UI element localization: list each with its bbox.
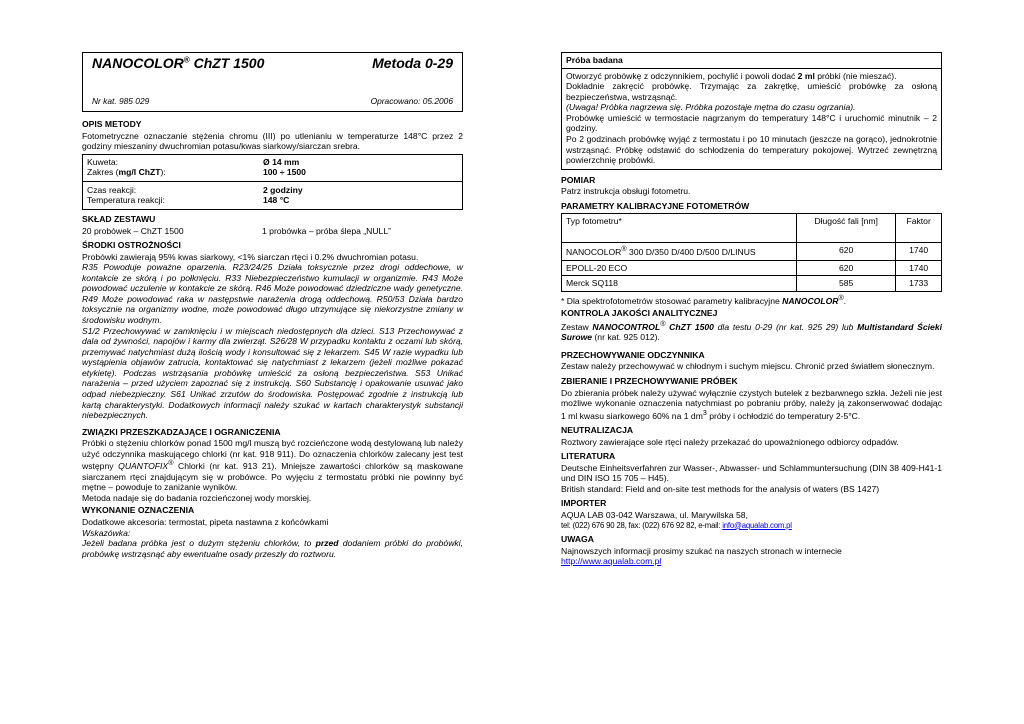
sampling-heading: ZBIERANIE I PRZECHOWYWANIE PRÓBEK <box>561 375 738 386</box>
literature-heading: LITERATURA <box>561 451 616 462</box>
neutralization-text: Roztwory zawierające sole rtęci należy przekazać do upoważnionego odbiorcy odpadów. <box>561 436 899 447</box>
safety-phrases: S1/2 Przechowywać w zamknięciu i w miejscach niedostępnych dla dzieci. S13 Przechowywać z dala od żywności, napojów i karmy dla zwierząt. S26/28 W przypadku kontaktu z oczami lub skórą, przemywać natychmiast dużą ilością wody i konsultować się z lekarzem. S45 W razie wypadku lub wystąpienia objawów zatrucia, kontaktować się natychmiast z lekarzem (jeżeli możliwe pokazać etykietę). Podczas wstrząsania probówkę umieścić za osłoną bezpieczeństwa. S53 Unikać narażenia – przed użyciem zapoznać się z instrukcją. S60 Substancję i opakowanie usuwać jako odpad niebezpieczny. S61 Unikać zrzutów do środowiska. Postępować zgodnie z instrukcją lub kartą charakterystyki. Dodatkowych informacji należy szukać w kartach charakterystyk substancji niebezpiecznych. <box>82 325 463 421</box>
seawater-note: Metoda nadaje się do badania rozcieńczonej wody morskiej. <box>82 492 312 503</box>
method-number: Metoda 0-29 <box>372 55 453 71</box>
literature-ref-1: Deutsche Einheitsverfahren zur Wasser-, Abwasser- und Schlammuntersuchung (DIN 38 409-H41-1 und DIN ISO 15 705 – H45). <box>561 462 942 484</box>
method-description-heading: OPIS METODY <box>82 119 142 129</box>
left-column <box>82 52 463 559</box>
calibration-note: * Dla spektrofotometrów stosować parametry kalibracyjne NANOCOLOR®. <box>561 293 847 306</box>
table-header-row <box>562 214 942 243</box>
range-value: 100 ÷ 1500 <box>263 167 306 178</box>
col-wavelength: Długość fali [nm] <box>797 214 896 243</box>
hint-text: Jeżeli badana próbka jest o dużym stężeniu chlorków, to przed dodaniem próbki do probówki, probówkę wstrząsnąć aby ewentualne osady przeszły do roztworu. <box>82 538 464 559</box>
measurement-text: Patrz instrukcja obsługi fotometru. <box>561 186 691 197</box>
table-row: NANOCOLOR® 300 D/350 D/400 D/500 D/LINUS 620 1740 <box>562 243 942 260</box>
document-header <box>82 52 463 112</box>
measurement-heading: POMIAR <box>561 174 596 185</box>
literature-ref-2: British standard: Field and on-site test methods for the analysis of waters (BS 1427) <box>561 483 880 494</box>
safety-heading: ŚRODKI OSTROŻNOŚCI <box>82 240 181 251</box>
procedure-step-4: Po 2 godzinach probówkę wyjąć z termostatu i po 10 minutach (jeszcze na gorąco), jednokrotnie wstrząsnąć. Próbkę odstawić do schłodzenia do temperatury pokojowej. Wytrzeć zewnętrzną powierzchnię probówki. <box>566 133 937 166</box>
col-photometer-type: Typ fotometru* <box>562 214 797 243</box>
interferences-text: Próbki o stężeniu chlorków ponad 1500 mg/l muszą być rozcieńczone wodą destylowaną lub należy użyć odczynnika maskującego chlorki (nr kat. 918 911). Do oznaczenia chlorków zalecany jest test wstępny QUANTOFIX® Chlorki (nr kat. 913 21). Mniejsze zawartości chlorków są maskowane siarczanem rtęci znajdującym się w probówce. Po wyjęciu z termostatu próbki nie powinny być mętne – powoduje to zaniżanie wyników. <box>82 438 464 493</box>
importer-heading: IMPORTER <box>561 498 607 509</box>
right-column <box>561 52 942 567</box>
procedure-step-3: Probówkę umieścić w termostacie nagrzanym do temperatury 148°C i uruchomić minutnik – 2 godziny. <box>566 112 937 134</box>
risk-phrases: R35 Powoduje poważne oparzenia. R23/24/25 Działa toksycznie przez drogi oddechowe, w kontakcie ze skórą i po połknięciu. R33 Niebezpieczeństwo kumulacji w organizmie. R43 Może powodować uczulenie w kontakcie ze skórą. R46 Może powodować dziedziczne wady genetyczne. R49 Może powodować raka w następstwie narażenia drogą oddechową. R50/53 Działa bardzo toksycznie na organizmy wodne, może powodować długo utrzymujące się niekorzystne zmiany w środowisku wodnym. <box>82 262 463 325</box>
procedure-box <box>561 52 942 170</box>
procedure-warning: (Uwaga! Próbka nagrzewa się. Próbka pozostaje mętna do czasu ogrzania). <box>566 102 856 113</box>
table-row: Merck SQ118 585 1733 <box>562 276 942 292</box>
calibration-heading: PARAMETRY KALIBRACYJNE FOTOMETRÓW <box>561 200 750 211</box>
accessories-text: Dodatkowe akcesoria: termostat, pipeta nastawna z końcówkami <box>82 516 329 527</box>
col-factor: Faktor <box>896 214 942 243</box>
quality-heading: KONTROLA JAKOŚCI ANALITYCZNEJ <box>561 308 718 319</box>
neutralization-heading: NEUTRALIZACJA <box>561 425 634 436</box>
specs-box: Kuweta: Ø 14 mm Zakres (mg/l ChZT): 100 ÷ 1500 Czas reakcji: 2 godziny Temperatura reakcji: 148 °C <box>82 154 463 210</box>
cuvette-value: Ø 14 mm <box>263 156 300 167</box>
importer-contact: tel: (022) 676 90 28, fax: (022) 676 92 82, e-mail: info@aqualab.com.pl <box>561 520 792 530</box>
warning-text: Najnowszych informacji prosimy szukać na naszych stronach w internecie <box>561 545 842 556</box>
table-row: EPOLL-20 ECO 620 1740 <box>562 260 942 276</box>
hint-label: Wskazówka: <box>82 527 131 538</box>
method-description-text: Fotometryczne oznaczanie stężenia chromu (III) po utlenianiu w temperaturze 148°C przez 2 godziny mieszaniny dwuchromian potasu/kwas siarkowy/siarczan srebra. <box>82 130 463 152</box>
product-title: NANOCOLOR® ChZT 1500 <box>92 55 265 71</box>
reaction-temp-value: 148 °C <box>263 195 290 206</box>
catalog-number: Nr kat. 985 029 <box>92 96 150 106</box>
website-link[interactable]: http://www.aqualab.com.pl <box>561 556 662 567</box>
interferences-heading: ZWIĄZKI PRZESZKADZAJĄCE I OGRANICZENIA <box>82 426 281 437</box>
kit-contents: 20 probówek – ChZT 1500 1 probówka – próba ślepa „NULL” <box>82 225 391 236</box>
reaction-time-value: 2 godziny <box>263 184 303 195</box>
warning-heading: UWAGA <box>561 534 594 545</box>
procedure-title: Próba badana <box>562 53 941 69</box>
procedure-step-1: Otworzyć probówkę z odczynnikiem, pochylić i powoli dodać 2 ml próbki (nie mieszać). <box>566 70 897 81</box>
importer-address: AQUA LAB 03-042 Warszawa, ul. Marywilska 58, <box>561 510 748 520</box>
kit-heading: SKŁAD ZESTAWU <box>82 213 156 224</box>
safety-composition: Probówki zawierają 95% kwas siarkowy, <1% siarczan rtęci i 0.2% dwuchromian potasu. <box>82 251 419 262</box>
sampling-text: Do zbierania próbek należy używać wyłącznie czystych butelek z bezbarwnego szkła. Jeżeli nie jest możliwe wykonanie oznaczenia natychmiast po pobraniu próby, należy ją zakonserwować dodając 1 ml kwasu siarkowego 60% na 1 $dm^3$ próby i ochłodzić do temperatury 2-5°C. <box>561 387 942 421</box>
storage-text: Zestaw należy przechowywać w chłodnym i suchym miejscu. Chronić przed światłem słonecznym. <box>561 361 935 372</box>
email-link[interactable]: info@aqualab.com.pl <box>722 520 792 530</box>
quality-text: Zestaw NANOCONTROL® ChZT 1500 dla testu 0-29 (nr kat. 925 29) lub Multistandard Ścieki Surowe (nr kat. 925 012). <box>561 319 942 343</box>
execution-heading: WYKONANIE OZNACZENIA <box>82 505 195 516</box>
storage-heading: PRZECHOWYWANIE ODCZYNNIKA <box>561 349 705 360</box>
procedure-step-2: Dokładnie zakręcić probówkę. Trzymając za zakrętkę, umieścić probówkę za osłoną bezpieczeństwa, wstrząsnąć. <box>566 81 937 102</box>
calibration-table <box>561 213 942 292</box>
prepared-date: Opracowano: 05.2006 <box>370 96 453 106</box>
